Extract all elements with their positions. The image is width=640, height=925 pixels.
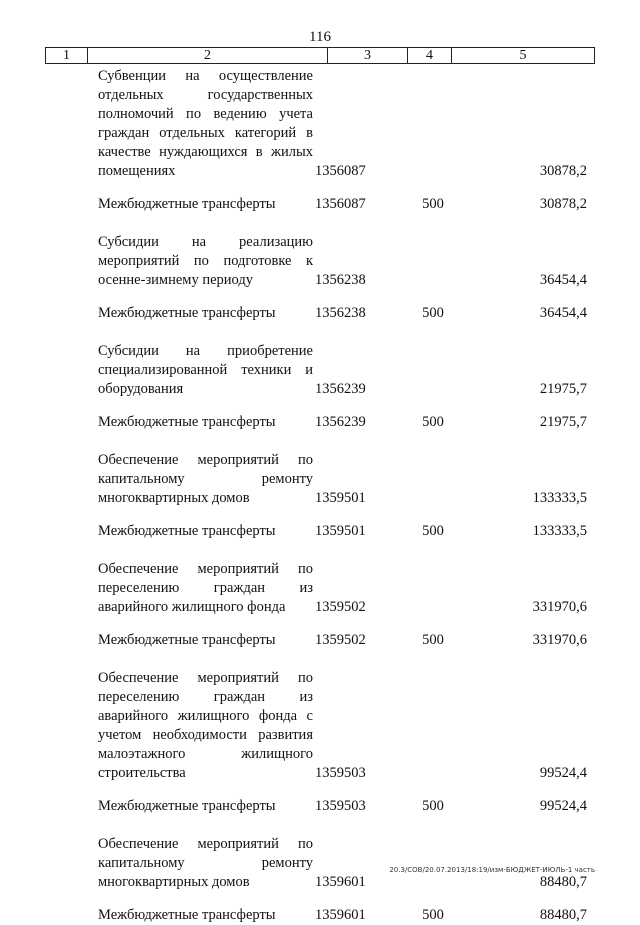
item-name-cell: Обеспечение мероприятий по капитальному ремонту многоквартирных домов xyxy=(98,452,313,506)
target-code-cell: 1356239 xyxy=(315,414,366,430)
row-number-cell xyxy=(45,797,98,816)
row-number-cell xyxy=(45,835,98,892)
expense-type-cell xyxy=(409,560,457,617)
item-name-cell: Субсидии на реализацию мероприятий по подготовке к осенне-зимнему периоду xyxy=(98,234,313,288)
table-header xyxy=(45,47,595,64)
amount-cell: 331970,6 xyxy=(532,599,587,615)
expense-type-cell xyxy=(409,669,457,783)
target-code-cell: 1359601 xyxy=(315,907,366,923)
amount-cell: 99524,4 xyxy=(539,798,587,814)
table-row xyxy=(45,233,595,290)
target-code-cell: 1359601 xyxy=(315,874,366,890)
table-row xyxy=(45,797,595,816)
amount-cell: 21975,7 xyxy=(539,381,587,397)
expense-type-cell: 500 xyxy=(422,305,444,321)
table-row xyxy=(45,906,595,925)
expense-type-cell xyxy=(409,233,457,290)
amount-cell: 133333,5 xyxy=(532,490,587,506)
table-row xyxy=(45,560,595,617)
target-code-cell: 1356239 xyxy=(315,381,366,397)
item-name-cell: Межбюджетные трансферты xyxy=(98,907,276,923)
item-name-cell: Межбюджетные трансферты xyxy=(98,305,276,321)
amount-cell: 36454,4 xyxy=(539,272,587,288)
table-row xyxy=(45,835,595,892)
row-number-cell xyxy=(45,195,98,214)
target-code-cell: 1356238 xyxy=(315,272,366,288)
expense-type-cell xyxy=(409,67,457,181)
header-col-2: 2 xyxy=(88,48,328,63)
item-name-cell: Межбюджетные трансферты xyxy=(98,414,276,430)
table-row xyxy=(45,413,595,432)
page-number: 116 xyxy=(309,29,331,45)
target-code-cell: 1359502 xyxy=(315,599,366,615)
table-row xyxy=(45,195,595,214)
item-name-cell: Межбюджетные трансферты xyxy=(98,632,276,648)
amount-cell: 36454,4 xyxy=(539,305,587,321)
target-code-cell: 1359503 xyxy=(315,765,366,781)
expense-type-cell: 500 xyxy=(422,632,444,648)
table-row xyxy=(45,669,595,783)
expense-type-cell xyxy=(409,835,457,892)
row-number-cell xyxy=(45,560,98,617)
row-number-cell xyxy=(45,669,98,783)
table-row xyxy=(45,631,595,650)
target-code-cell: 1356087 xyxy=(315,196,366,212)
header-col-4: 4 xyxy=(408,48,452,63)
footer-filepath: 20.3/СОВ/20.07.2013/18:19/изм-БЮДЖЕТ-ИЮЛЬ-1 часть xyxy=(389,866,595,874)
amount-cell: 133333,5 xyxy=(532,523,587,539)
row-number-cell xyxy=(45,906,98,925)
expense-type-cell: 500 xyxy=(422,523,444,539)
item-name-cell: Обеспечение мероприятий по капитальному ремонту многоквартирных домов xyxy=(98,836,313,890)
item-name-cell: Обеспечение мероприятий по переселению граждан из аварийного жилищного фонда xyxy=(98,561,313,615)
expense-type-cell xyxy=(409,342,457,399)
item-name-cell: Субвенции на осуществление отдельных государственных полномочий по ведению учета граждан отдельных категорий в качестве нуждающихся в жилых помещениях xyxy=(98,68,313,179)
item-name-cell: Межбюджетные трансферты xyxy=(98,798,276,814)
amount-cell: 21975,7 xyxy=(539,414,587,430)
expense-type-cell: 500 xyxy=(422,798,444,814)
amount-cell: 88480,7 xyxy=(539,907,587,923)
row-number-cell xyxy=(45,451,98,508)
expense-type-cell xyxy=(409,451,457,508)
target-code-cell: 1359502 xyxy=(315,632,366,648)
table-row xyxy=(45,342,595,399)
row-number-cell xyxy=(45,304,98,323)
amount-cell: 30878,2 xyxy=(539,163,587,179)
item-name-cell: Обеспечение мероприятий по переселению граждан из аварийного жилищного фонда с учетом необходимости развития малоэтажного жилищного строительства xyxy=(98,670,313,781)
item-name-cell: Межбюджетные трансферты xyxy=(98,196,276,212)
table-row xyxy=(45,304,595,323)
header-col-5: 5 xyxy=(519,48,527,63)
amount-cell: 88480,7 xyxy=(539,874,587,890)
expense-type-cell: 500 xyxy=(422,196,444,212)
target-code-cell: 1359501 xyxy=(315,523,366,539)
amount-cell: 99524,4 xyxy=(539,765,587,781)
item-name-cell: Субсидии на приобретение специализированной техники и оборудования xyxy=(98,343,313,397)
amount-cell: 30878,2 xyxy=(539,196,587,212)
row-number-cell xyxy=(45,631,98,650)
row-number-cell xyxy=(45,67,98,181)
amount-cell: 331970,6 xyxy=(532,632,587,648)
row-number-cell xyxy=(45,342,98,399)
table-row xyxy=(45,451,595,508)
target-code-cell: 1356087 xyxy=(315,163,366,179)
row-number-cell xyxy=(45,233,98,290)
header-col-1: 1 xyxy=(46,48,88,63)
table-body xyxy=(45,67,595,925)
row-number-cell xyxy=(45,522,98,541)
table-row xyxy=(45,67,595,181)
target-code-cell: 1356238 xyxy=(315,305,366,321)
header-col-3: 3 xyxy=(328,48,408,63)
target-code-cell: 1359503 xyxy=(315,798,366,814)
row-number-cell xyxy=(45,413,98,432)
expense-type-cell: 500 xyxy=(422,907,444,923)
table-row xyxy=(45,522,595,541)
item-name-cell: Межбюджетные трансферты xyxy=(98,523,276,539)
target-code-cell: 1359501 xyxy=(315,490,366,506)
expense-type-cell: 500 xyxy=(422,414,444,430)
